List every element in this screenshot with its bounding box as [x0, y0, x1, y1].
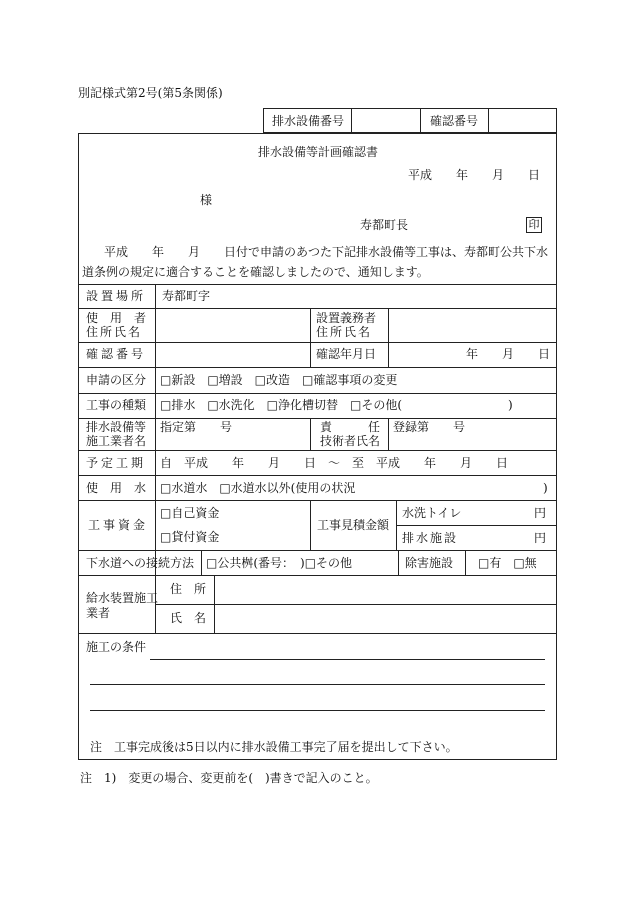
- user-label-2: 住所氏名: [86, 325, 143, 339]
- confirm-number-row-label: 確認番号: [86, 347, 147, 361]
- form-label: 別記様式第2号(第5条関係): [78, 86, 223, 100]
- conditions-line-3[interactable]: [90, 710, 545, 711]
- estimate-label: 工事見積金額: [317, 518, 390, 532]
- sewer-connection-options[interactable]: □公共桝(番号： )□その他: [206, 556, 353, 570]
- seal-mark: 印: [526, 217, 542, 233]
- contractor-label-1: 排水設備等: [86, 420, 147, 434]
- body-text-line-1: 平成 年 月 日付で申請のあつた下記排水設備等工事は、寿都町公共下水: [104, 245, 549, 259]
- location-field[interactable]: 寿都町字: [162, 289, 211, 303]
- toilet-cost-label: 水洗トイレ: [402, 506, 462, 520]
- addressee-suffix: 様: [200, 193, 213, 207]
- conditions-label: 施工の条件: [86, 640, 147, 654]
- facility-number-label: 排水設備番号: [272, 114, 345, 128]
- water-source-label: 使 用 水: [86, 481, 147, 495]
- conditions-line-1[interactable]: [150, 659, 545, 660]
- engineer-label-1: 責 任: [320, 420, 381, 434]
- work-type-label: 工事の種類: [86, 398, 147, 412]
- issuer-name: 寿都町長: [360, 218, 409, 232]
- funds-label: 工事資金: [88, 518, 149, 532]
- main-form-frame: [78, 133, 557, 760]
- user-label-1: 使 用 者: [86, 311, 147, 325]
- work-type-options[interactable]: □排水 □水洗化 □浄化槽切替 □その他(: [160, 398, 403, 412]
- body-text-line-2: 道条例の規定に適合することを確認しましたので、通知します。: [82, 265, 429, 279]
- funds-option-loan[interactable]: □貸付資金: [160, 530, 220, 544]
- application-type-options[interactable]: □新設 □増設 □改造 □確認事項の変更: [160, 373, 398, 387]
- funds-option-self[interactable]: □自己資金: [160, 506, 220, 520]
- contractor-designation[interactable]: 指定第 号: [160, 420, 233, 434]
- obligor-label-2: 住所氏名: [316, 325, 373, 339]
- supply-contractor-label-2: 業者: [86, 606, 111, 620]
- period-value[interactable]: 自 平成 年 月 日 〜 至 平成 年 月 日: [160, 456, 509, 470]
- location-label: 設置場所: [86, 289, 147, 303]
- footer-note: 注 1) 変更の場合、変更前を( )書きで記入のこと。: [80, 771, 378, 785]
- engineer-registration[interactable]: 登録第 号: [393, 420, 466, 434]
- engineer-label-2: 技術者氏名: [320, 434, 381, 448]
- conditions-line-2[interactable]: [90, 684, 545, 685]
- issue-date: 平成 年 月 日: [408, 168, 541, 182]
- water-source-close: ): [543, 481, 548, 495]
- document-title: 排水設備等計画確認書: [258, 145, 379, 159]
- confirm-date-value: 年 月 日: [466, 347, 551, 361]
- drain-cost-unit: 円: [534, 531, 547, 545]
- supply-address-label: 住 所: [170, 582, 207, 596]
- application-type-label: 申請の区分: [86, 373, 147, 387]
- toilet-cost-unit: 円: [534, 506, 547, 520]
- removal-facility-label: 除害施設: [405, 556, 454, 570]
- drain-cost-label: 排水施設: [402, 531, 459, 545]
- confirm-date-label: 確認年月日: [316, 347, 377, 361]
- removal-facility-options[interactable]: □有 □無: [478, 556, 537, 570]
- work-type-close: ): [508, 398, 513, 412]
- water-source-options[interactable]: □水道水 □水道水以外(使用の状況: [160, 481, 356, 495]
- completion-note: 注 工事完成後は5日以内に排水設備工事完了届を提出して下さい。: [90, 740, 458, 754]
- obligor-label-1: 設置義務者: [316, 311, 377, 325]
- sewer-connection-label: 下水道への接続方法: [86, 556, 195, 570]
- supply-name-label: 氏 名: [170, 611, 207, 625]
- period-label: 予定工期: [86, 456, 147, 470]
- supply-contractor-label-1: 給水装置施工: [86, 591, 159, 605]
- confirm-number-label: 確認番号: [430, 114, 479, 128]
- contractor-label-2: 施工業者名: [86, 434, 147, 448]
